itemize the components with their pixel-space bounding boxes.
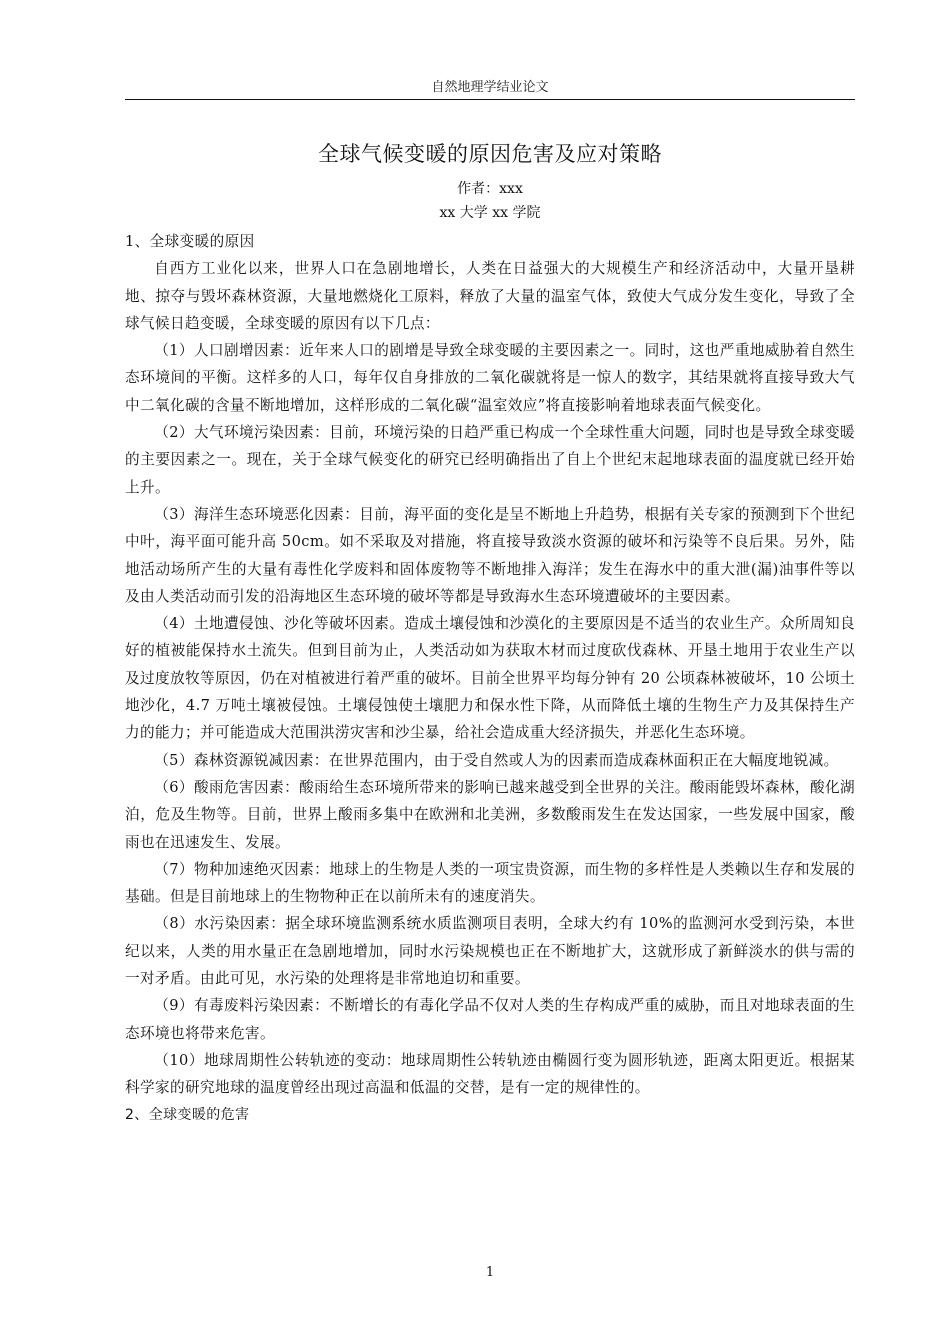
paragraph: （5）森林资源锐减因素：在世界范围内，由于受自然或人为的因素而造成森林面积正在大幅度地锐减。	[154, 751, 839, 769]
paragraph: （10）地球周期性公转轨迹的变动：地球周期性公转轨迹由椭圆行变为圆形轨迹，距离太阳更近。根据某科学家的研究地球的温度曾经出现过高温和低温的交替，是有一定的规律性的。	[125, 1051, 855, 1097]
running-header: 自然地理学结业论文	[431, 80, 549, 95]
paragraph: （2）大气环境污染因素：目前，环境污染的日趋严重已构成一个全球性重大问题，同时也是导致全球变暖的主要因素之一。现在，关于全球气候变化的研究已经明确指出了自上个世纪末起地球表面的温度就已经开始上升。	[125, 424, 855, 496]
paragraph: （1）人口剧增因素：近年来人口的剧增是导致全球变暖的主要因素之一。同时，这也严重地威胁着自然生态环境间的平衡。这样多的人口，每年仅自身排放的二氧化碳就将是一惊人的数字，其结果就将直接导致大气中二氧化碳的含量不断地增加，这样形成的二氧化碳“温室效应”将直接影响着地球表面气候变化。	[125, 342, 855, 414]
document-title: 全球气候变暖的原因危害及应对策略	[318, 142, 662, 166]
paragraph: （7）物种加速绝灭因素：地球上的生物是人类的一项宝贵资源，而生物的多样性是人类赖以生存和发展的基础。但是目前地球上的生物物种正在以前所未有的速度消失。	[125, 860, 855, 906]
header-rule	[125, 99, 855, 100]
affiliation-line: xx 大学 xx 学院	[439, 205, 541, 221]
paragraph: （9）有毒废料污染因素：不断增长的有毒化学品不仅对人类的生存构成严重的威胁，而且对地球表面的生态环境也将带来危害。	[125, 997, 855, 1042]
paragraph: （6）酸雨危害因素：酸雨给生态环境所带来的影响已越来越受到全世界的关注。酸雨能毁坏森林，酸化湖泊，危及生物等。目前，世界上酸雨多集中在欧洲和北美洲，多数酸雨发生在发达国家，一些发展中国家，酸雨也在迅速发生、发展。	[125, 778, 855, 851]
paragraph: （8）水污染因素：据全球环境监测系统水质监测项目表明，全球大约有 10%的监测河水受到污染，本世纪以来，人类的用水量正在急剧地增加，同时水污染规模也正在不断地扩大，这就形成了新鲜淡水的供与需的一对矛盾。由此可见，水污染的处理将是非常地迫切和重要。	[125, 915, 855, 988]
paragraph: （3）海洋生态环境恶化因素：目前，海平面的变化是呈不断地上升趋势，根据有关专家的预测到下个世纪中叶，海平面可能升高 50cm。如不采取及对措施，将直接导致淡水资源的破坏和污染等不良后果。另外，陆地活动场所产生的大量有毒性化学废料和固体废物等不断地排入海洋；发生在海水中的重大泄(漏)油事件等以及由人类活动而引发的沿海地区生态环境的破坏等都是导致海水生态环境遭破坏的主要因素。	[125, 505, 855, 605]
body-text	[125, 228, 855, 1129]
page-number: 1	[485, 1265, 495, 1280]
paragraph: 自西方工业化以来，世界人口在急剧地增长，人类在日益强大的大规模生产和经济活动中，大量开垦耕地、掠夺与毁坏森林资源，大量地燃烧化工原料，释放了大量的温室气体，致使大气成分发生变化，导致了全球气候日趋变暖，全球变暖的原因有以下几点：	[125, 260, 855, 332]
section-heading: 2、全球变暖的危害	[125, 1106, 250, 1123]
author-line: 作者：xxx	[457, 181, 523, 197]
section-heading: 1、全球变暖的原因	[125, 233, 255, 250]
paragraph: （4）土地遭侵蚀、沙化等破坏因素。造成土壤侵蚀和沙漠化的主要原因是不适当的农业生产。众所周知良好的植被能保持水土流失。但到目前为止，人类活动如为获取木材而过度砍伐森林、开垦土地用于农业生产以及过度放牧等原因，仍在对植被进行着严重的破坏。目前全世界平均每分钟有 20 公顷森林被破坏，10 公顷土地沙化，4.7 万吨土壤被侵蚀。土壤侵蚀使土壤肥力和保水性下降，从而降低土壤的生物生产力及其保持生产力的能力；并可能造成大范围洪涝灾害和沙尘暴，给社会造成重大经济损失，并恶化生态环境。	[125, 615, 855, 742]
